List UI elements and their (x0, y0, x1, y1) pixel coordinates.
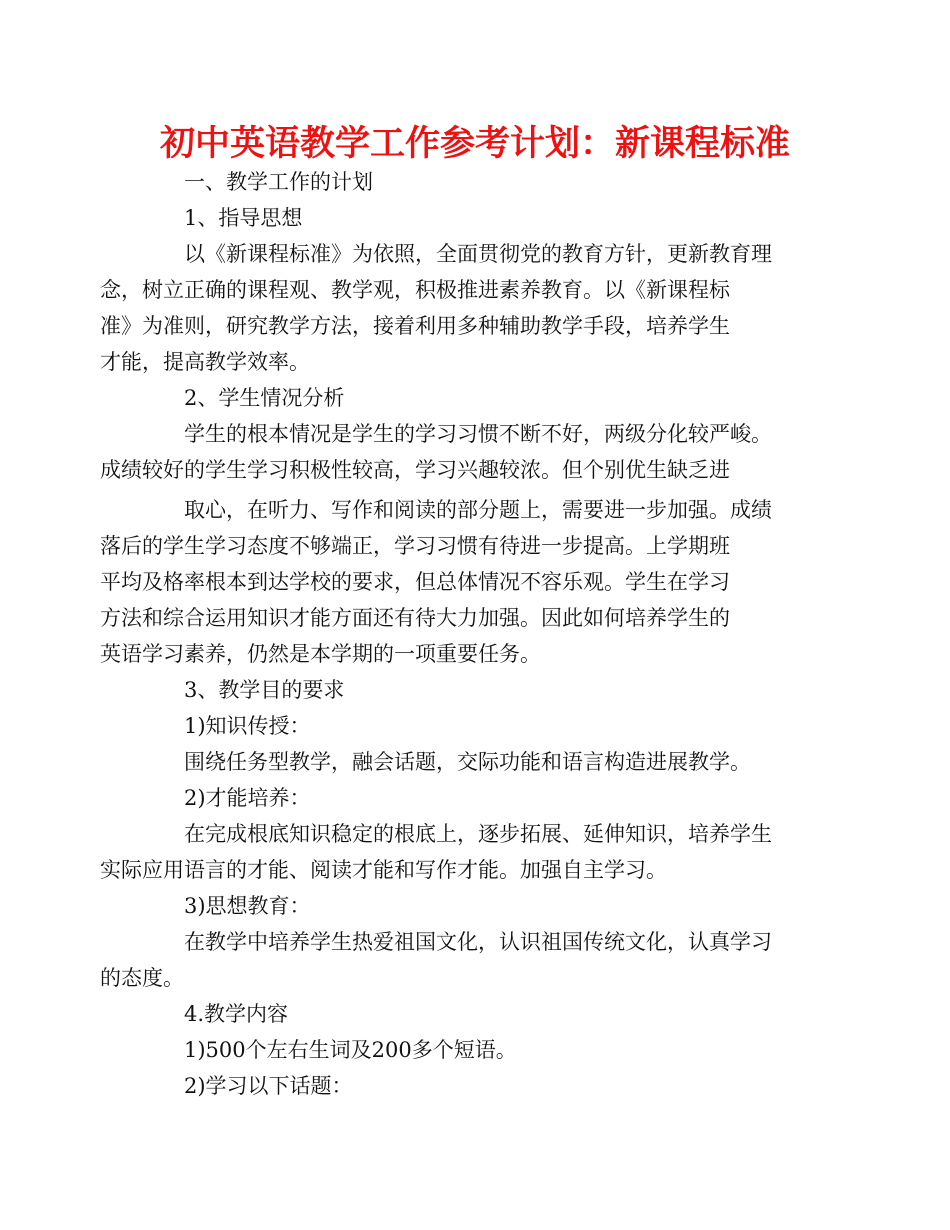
text-line: 方法和综合运用知识才能方面还有待大力加强。因此如何培养学生的 (100, 606, 730, 630)
text-line: 2)学习以下话题： (184, 1074, 353, 1098)
paragraph-guiding-idea (100, 236, 810, 380)
text-line: 准》为准则，研究教学方法，接着利用多种辅助教学手段，培养学生 (100, 314, 730, 338)
text-line: 平均及格率根本到达学校的要求，但总体情况不容乐观。学生在学习 (100, 570, 730, 594)
paragraph-ability-heading (142, 780, 810, 816)
document-title: 初中英语教学工作参考计划：新课程标准 (159, 124, 790, 164)
text-line: 念，树立正确的课程观、教学观，积极推进素养教育。以《新课程标 (100, 278, 730, 302)
paragraph-subheading-student-analysis (142, 380, 810, 416)
text-line: 2、学生情况分析 (184, 386, 345, 410)
text-line: 取心，在听力、写作和阅读的部分题上，需要进一步加强。成绩 (184, 498, 772, 522)
text-line: 落后的学生学习态度不够端正，学习习惯有待进一步提高。上学期班 (100, 534, 730, 558)
text-line: 围绕任务型教学，融会话题，交际功能和语言构造进展教学。 (184, 750, 751, 774)
text-line: 1、指导思想 (184, 206, 303, 230)
text-line: 4.教学内容 (184, 1002, 289, 1026)
text-line: 在教学中培养学生热爱祖国文化，认识祖国传统文化，认真学习 (184, 930, 772, 954)
paragraph-vocabulary (142, 1032, 810, 1068)
paragraph-subheading-teaching-goals (142, 672, 810, 708)
paragraph-ability (100, 816, 810, 888)
text-line: 3、教学目的要求 (184, 678, 345, 702)
paragraph-moral-heading (142, 888, 810, 924)
paragraph-moral (100, 924, 810, 996)
text-line: 2)才能培养： (184, 786, 311, 810)
text-line: 成绩较好的学生学习积极性较高，学习兴趣较浓。但个别优生缺乏进 (100, 458, 730, 482)
text-line: 1)500个左右生词及200多个短语。 (184, 1038, 517, 1062)
paragraph-topics (142, 1068, 810, 1104)
text-line: 3)思想教育： (184, 894, 311, 918)
text-line: 才能，提高教学效率。 (100, 350, 310, 374)
text-line: 1)知识传授： (184, 714, 311, 738)
paragraph-section-heading (142, 164, 810, 200)
text-line: 实际应用语言的才能、阅读才能和写作才能。加强自主学习。 (100, 858, 667, 882)
paragraph-knowledge-transfer-heading (142, 708, 810, 744)
text-line: 学生的根本情况是学生的学习习惯不断不好，两级分化较严峻。 (184, 422, 772, 446)
paragraph-knowledge-transfer (142, 744, 810, 780)
document-body (100, 164, 810, 1104)
text-line: 的态度。 (100, 966, 184, 990)
text-line: 在完成根底知识稳定的根底上，逐步拓展、延伸知识，培养学生 (184, 822, 772, 846)
paragraph-subheading-content (142, 996, 810, 1032)
text-line: 以《新课程标准》为依照，全面贯彻党的教育方针，更新教育理 (184, 242, 772, 266)
text-line: 英语学习素养，仍然是本学期的一项重要任务。 (100, 642, 541, 666)
paragraph-student-analysis-2 (100, 492, 810, 672)
text-line: 一、教学工作的计划 (184, 170, 373, 194)
paragraph-subheading-guiding-idea (142, 200, 810, 236)
paragraph-student-analysis-1 (100, 416, 810, 488)
